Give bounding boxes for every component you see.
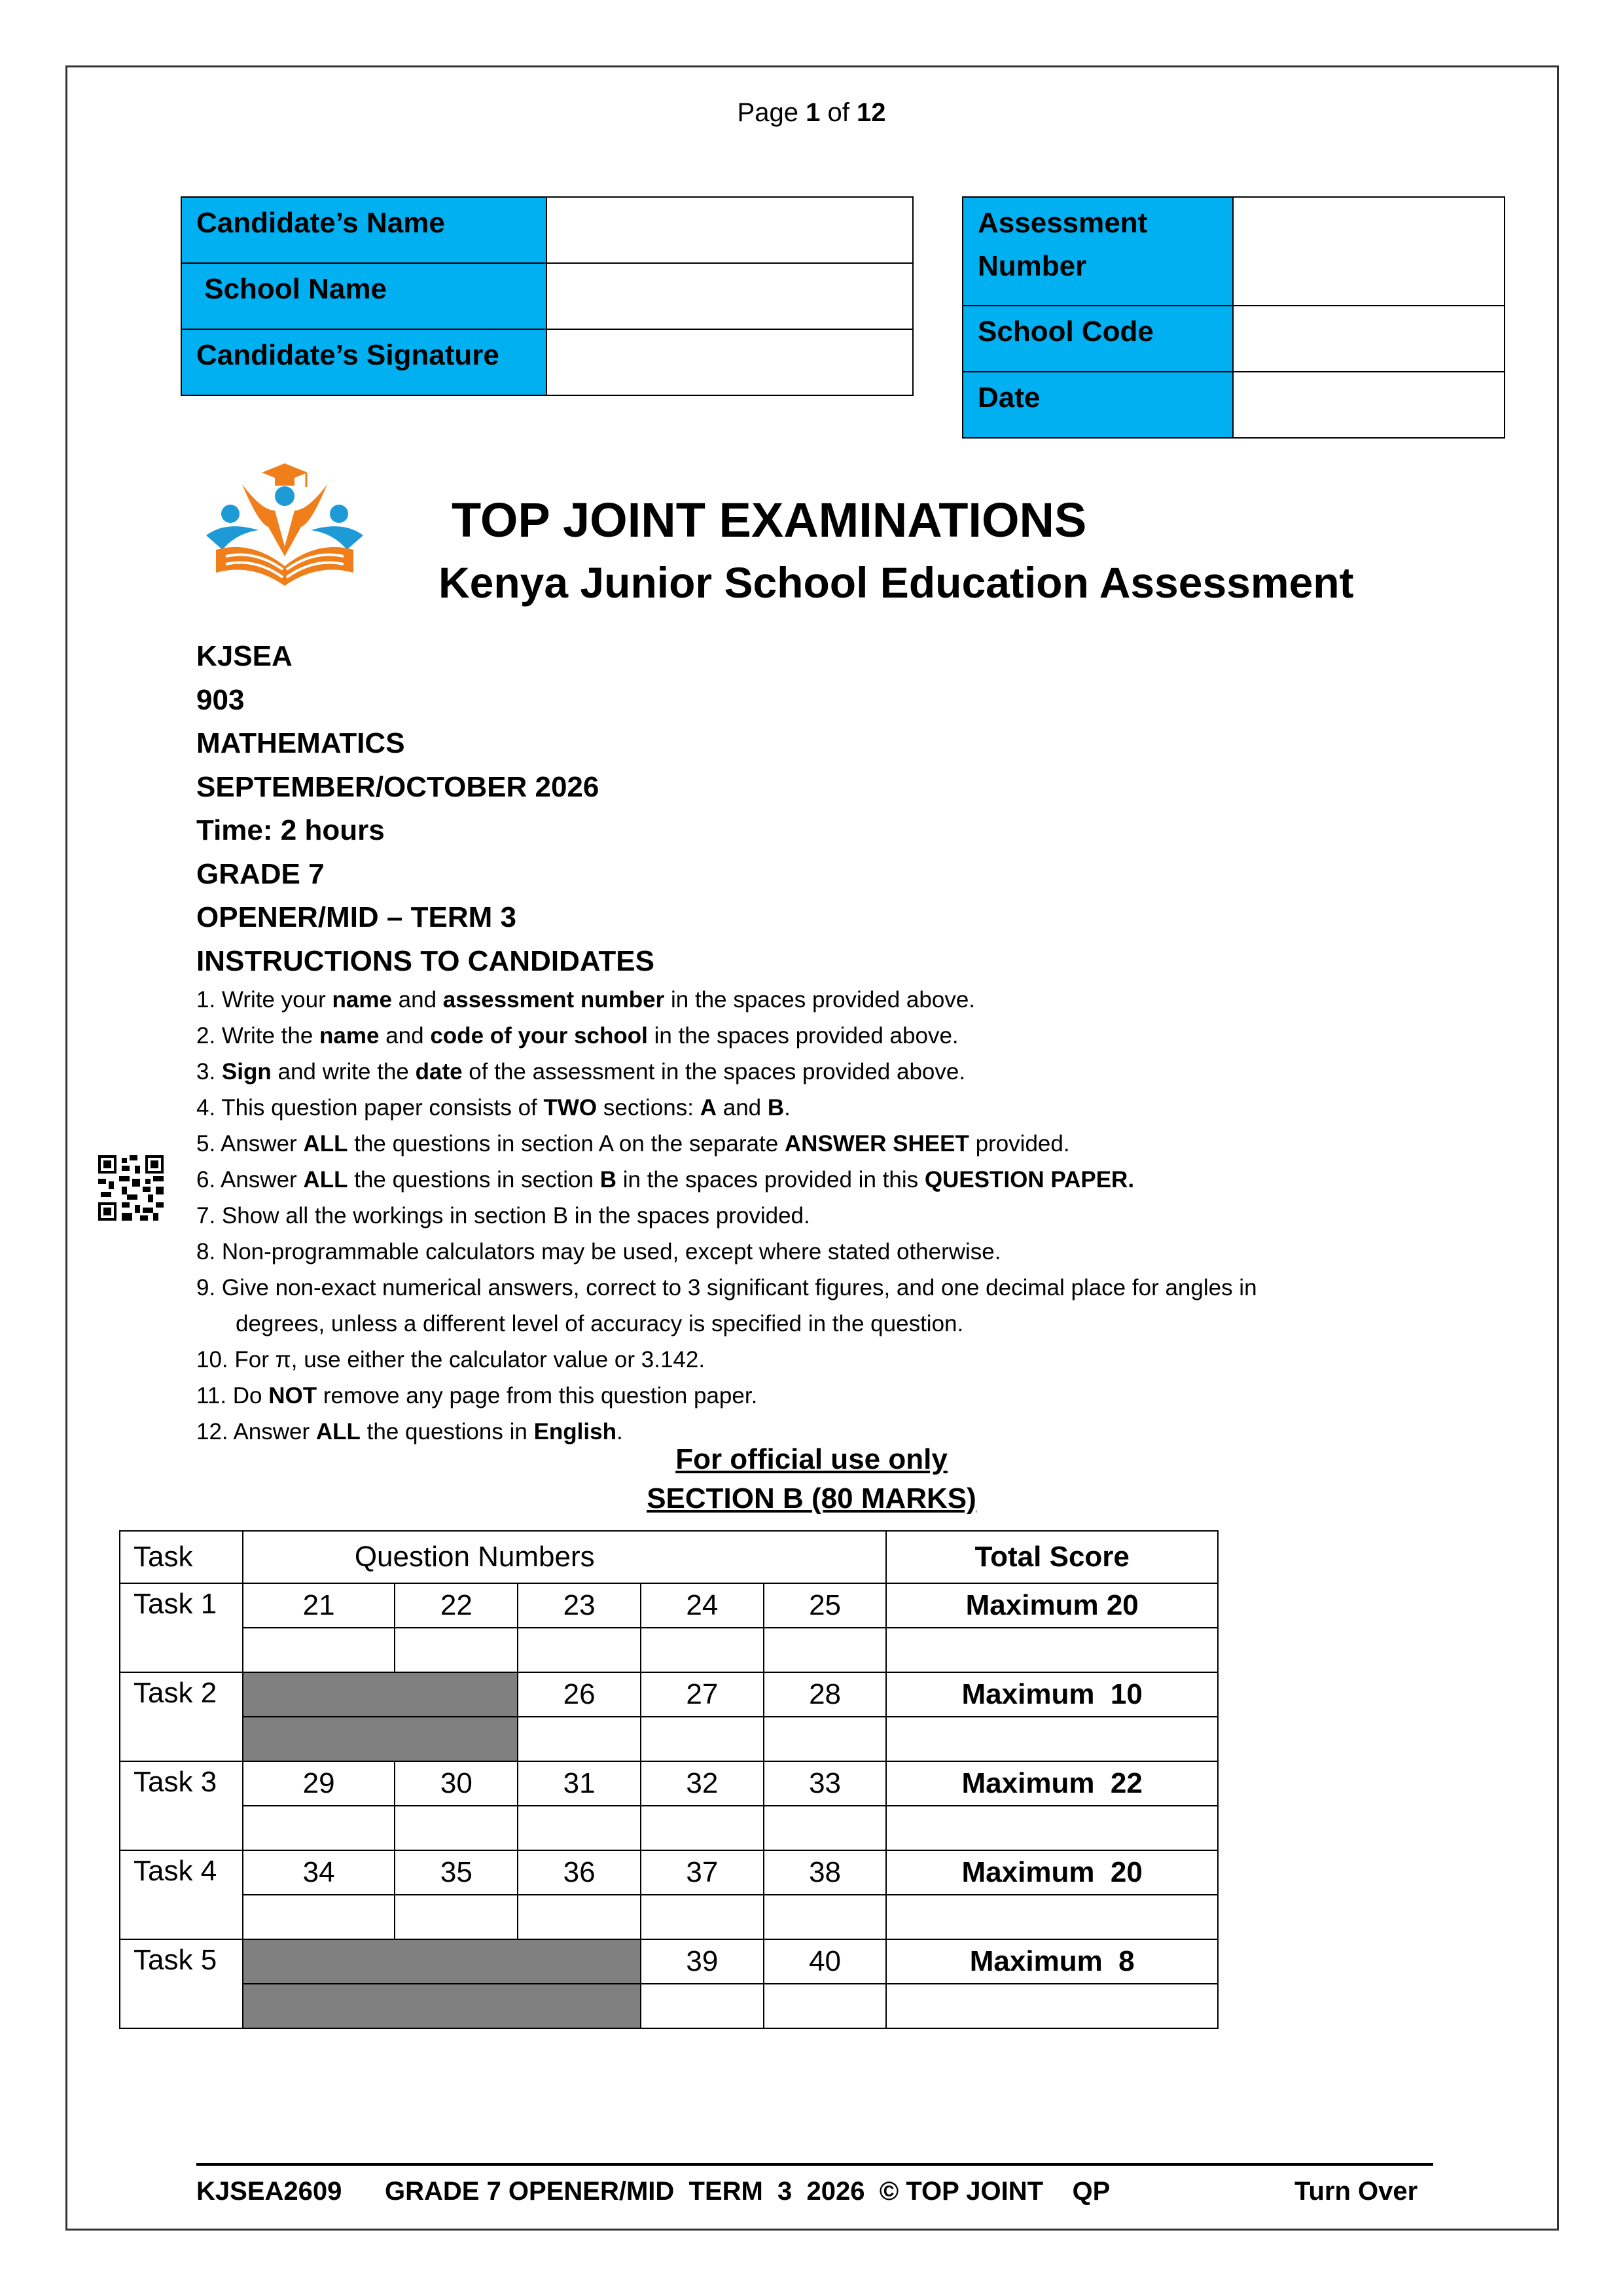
- max-score: Maximum 20: [886, 1583, 1218, 1628]
- instructions-list: [196, 982, 1257, 1450]
- instruction-text: and: [379, 1023, 431, 1049]
- instruction-text: remove any page from this question paper.: [317, 1383, 758, 1408]
- instruction-text: and: [717, 1095, 768, 1121]
- task-label: Task 2: [120, 1672, 243, 1761]
- task-label: Task 3: [120, 1761, 243, 1850]
- assessment-number-label: Assessment Number: [963, 197, 1233, 306]
- question-number: 40: [764, 1939, 887, 1984]
- question-number: 22: [395, 1583, 518, 1628]
- shaded-cell: [243, 1984, 641, 2028]
- candidate-signature-label: Candidate’s Signature: [181, 329, 546, 395]
- grade-level: GRADE 7: [196, 857, 325, 890]
- question-number: 35: [395, 1850, 518, 1895]
- instruction-item: [196, 1198, 1257, 1234]
- instruction-text: the questions in: [360, 1419, 534, 1444]
- total-score-cell[interactable]: [886, 1628, 1218, 1672]
- date-field[interactable]: [1233, 372, 1505, 438]
- exam-period: SEPTEMBER/OCTOBER 2026: [196, 770, 599, 803]
- question-numbers-header: Question Numbers: [243, 1531, 887, 1583]
- instruction-item: [196, 982, 1257, 1018]
- score-cell[interactable]: [518, 1628, 641, 1672]
- education-logo-icon: [196, 458, 373, 589]
- instruction-item: [196, 1270, 1257, 1306]
- question-number: 29: [243, 1761, 395, 1806]
- max-score: Maximum 8: [886, 1939, 1218, 1984]
- assessment-info-table: [962, 196, 1505, 439]
- paper-code-label: KJSEA: [196, 640, 293, 672]
- score-cell[interactable]: [764, 1628, 887, 1672]
- instruction-text: QUESTION PAPER.: [924, 1167, 1135, 1193]
- score-cell[interactable]: [395, 1895, 518, 1939]
- assessment-number-field[interactable]: [1233, 197, 1505, 306]
- score-cell[interactable]: [243, 1806, 395, 1850]
- section-b-heading: SECTION B (80 MARKS): [647, 1482, 976, 1515]
- instruction-text: ALL: [303, 1131, 348, 1157]
- shaded-cell: [243, 1672, 518, 1717]
- instruction-item: [196, 1162, 1257, 1198]
- candidate-name-field[interactable]: [546, 197, 913, 263]
- school-name-label: School Name: [181, 263, 546, 329]
- instruction-item: [196, 1126, 1257, 1162]
- instruction-text: the questions in section: [348, 1167, 600, 1193]
- instruction-text: 9. Give non-exact numerical answers, correct to 3 significant figures, and one decimal place for angles in: [196, 1275, 1257, 1300]
- score-cell[interactable]: [641, 1895, 764, 1939]
- question-number: 27: [641, 1672, 764, 1717]
- question-number: 21: [243, 1583, 395, 1628]
- instruction-text: 1. Write your: [196, 987, 332, 1013]
- footer-rule: [196, 2163, 1433, 2166]
- candidate-signature-field[interactable]: [546, 329, 913, 395]
- instruction-text: 2. Write the: [196, 1023, 320, 1049]
- score-cell[interactable]: [641, 1628, 764, 1672]
- score-cell[interactable]: [641, 1806, 764, 1850]
- task-header: Task: [120, 1531, 243, 1583]
- paper-details: [196, 635, 654, 983]
- instruction-text: 8. Non-programmable calculators may be used, except where stated otherwise.: [196, 1239, 1001, 1265]
- instruction-text: ALL: [303, 1167, 348, 1193]
- max-score: Maximum 22: [886, 1761, 1218, 1806]
- instruction-text: date: [415, 1059, 463, 1085]
- official-use-heading: For official use only: [675, 1443, 948, 1475]
- instruction-text: A: [700, 1095, 717, 1121]
- instruction-text: 6. Answer: [196, 1167, 304, 1193]
- school-name-field[interactable]: [546, 263, 913, 329]
- task-label: Task 1: [120, 1583, 243, 1672]
- question-number: 33: [764, 1761, 887, 1806]
- instruction-text: in the spaces provided in this: [616, 1167, 925, 1193]
- school-code-field[interactable]: [1233, 306, 1505, 372]
- instruction-item: [196, 1018, 1257, 1054]
- instruction-item: [196, 1090, 1257, 1126]
- term-label: OPENER/MID – TERM 3: [196, 901, 516, 933]
- question-number: 26: [518, 1672, 641, 1717]
- instruction-text: the questions in section A on the separate: [348, 1131, 785, 1157]
- footer-title: GRADE 7 OPENER/MID TERM 3 2026 © TOP JOINT QP: [385, 2177, 1111, 2206]
- task-label: Task 4: [120, 1850, 243, 1939]
- shaded-cell: [243, 1939, 641, 1984]
- instruction-text: in the spaces provided above.: [664, 987, 976, 1013]
- question-number: 37: [641, 1850, 764, 1895]
- instruction-text: ALL: [315, 1419, 361, 1444]
- instruction-text: code of your school: [430, 1023, 648, 1049]
- instruction-text: TWO: [543, 1095, 597, 1121]
- score-cell[interactable]: [243, 1895, 395, 1939]
- score-cell[interactable]: [764, 1984, 887, 2028]
- instruction-text: sections:: [597, 1095, 700, 1121]
- total-score-cell[interactable]: [886, 1806, 1218, 1850]
- candidate-name-label: Candidate’s Name: [181, 197, 546, 263]
- instruction-text: and write the: [271, 1059, 416, 1085]
- score-cell[interactable]: [243, 1628, 395, 1672]
- instruction-item: [196, 1306, 1257, 1342]
- instruction-text: 3.: [196, 1059, 222, 1085]
- paper-number: 903: [196, 683, 245, 716]
- max-score: Maximum 20: [886, 1850, 1218, 1895]
- score-cell[interactable]: [518, 1806, 641, 1850]
- instruction-text: B: [599, 1167, 616, 1193]
- page-number: Page 1 of 12: [737, 98, 886, 127]
- score-cell[interactable]: [518, 1717, 641, 1761]
- instruction-text: 7. Show all the workings in section B in the spaces provided.: [196, 1203, 810, 1229]
- score-cell[interactable]: [641, 1717, 764, 1761]
- total-score-cell[interactable]: [886, 1984, 1218, 2028]
- candidate-info-table: [181, 196, 914, 396]
- instruction-text: in the spaces provided above.: [647, 1023, 959, 1049]
- instruction-text: name: [319, 1023, 380, 1049]
- score-cell[interactable]: [518, 1895, 641, 1939]
- instruction-text: of the assessment in the spaces provided above.: [462, 1059, 966, 1085]
- score-cell[interactable]: [764, 1717, 887, 1761]
- date-label: Date: [963, 372, 1233, 438]
- instructions-heading: INSTRUCTIONS TO CANDIDATES: [196, 944, 654, 977]
- question-number: 24: [641, 1583, 764, 1628]
- question-number: 32: [641, 1761, 764, 1806]
- question-number: 36: [518, 1850, 641, 1895]
- instruction-item: [196, 1234, 1257, 1270]
- instruction-text: 11. Do: [196, 1383, 269, 1408]
- instruction-text: and: [391, 987, 443, 1013]
- total-score-cell[interactable]: [886, 1895, 1218, 1939]
- instruction-text: .: [784, 1095, 791, 1121]
- score-cell[interactable]: [764, 1895, 887, 1939]
- school-code-label: School Code: [963, 306, 1233, 372]
- instruction-text: .: [616, 1419, 623, 1444]
- instruction-text: 4. This question paper consists of: [196, 1095, 544, 1121]
- question-number: 31: [518, 1761, 641, 1806]
- question-number: 23: [518, 1583, 641, 1628]
- question-number: 30: [395, 1761, 518, 1806]
- shaded-cell: [243, 1717, 518, 1761]
- instruction-text: NOT: [268, 1383, 317, 1408]
- instruction-text: 12. Answer: [196, 1419, 316, 1444]
- instruction-item: [196, 1342, 1257, 1378]
- footer-code: KJSEA2609: [196, 2177, 342, 2206]
- subject-name: MATHEMATICS: [196, 727, 405, 759]
- qr-code-icon: [98, 1155, 164, 1221]
- instruction-text: 10. For π, use either the calculator value or 3.142.: [196, 1347, 705, 1372]
- exam-subtitle: Kenya Junior School Education Assessment: [438, 558, 1354, 607]
- instruction-text: B: [767, 1095, 785, 1121]
- total-score-cell[interactable]: [886, 1717, 1218, 1761]
- instruction-text: ANSWER SHEET: [784, 1131, 969, 1157]
- question-number: 38: [764, 1850, 887, 1895]
- score-cell[interactable]: [641, 1984, 764, 2028]
- question-number: 39: [641, 1939, 764, 1984]
- footer-turn-over: Turn Over: [1294, 2177, 1418, 2206]
- question-number: 34: [243, 1850, 395, 1895]
- task-label: Task 5: [120, 1939, 243, 2028]
- max-score: Maximum 10: [886, 1672, 1218, 1717]
- instruction-item: [196, 1378, 1257, 1414]
- question-number: 28: [764, 1672, 887, 1717]
- exam-title: TOP JOINT EXAMINATIONS: [452, 493, 1087, 547]
- instruction-text: name: [332, 987, 392, 1013]
- instruction-text: Sign: [221, 1059, 272, 1085]
- score-table: [119, 1530, 1219, 2029]
- instruction-text: assessment number: [442, 987, 665, 1013]
- instruction-text: English: [533, 1419, 616, 1444]
- instruction-text: 5. Answer: [196, 1131, 304, 1157]
- score-cell[interactable]: [395, 1806, 518, 1850]
- score-cell[interactable]: [764, 1806, 887, 1850]
- exam-duration: Time: 2 hours: [196, 814, 385, 846]
- total-score-header: Total Score: [886, 1531, 1218, 1583]
- instruction-item: [196, 1054, 1257, 1090]
- question-number: 25: [764, 1583, 887, 1628]
- instruction-text: provided.: [969, 1131, 1070, 1157]
- score-cell[interactable]: [395, 1628, 518, 1672]
- instruction-text: degrees, unless a different level of accuracy is specified in the question.: [236, 1311, 964, 1336]
